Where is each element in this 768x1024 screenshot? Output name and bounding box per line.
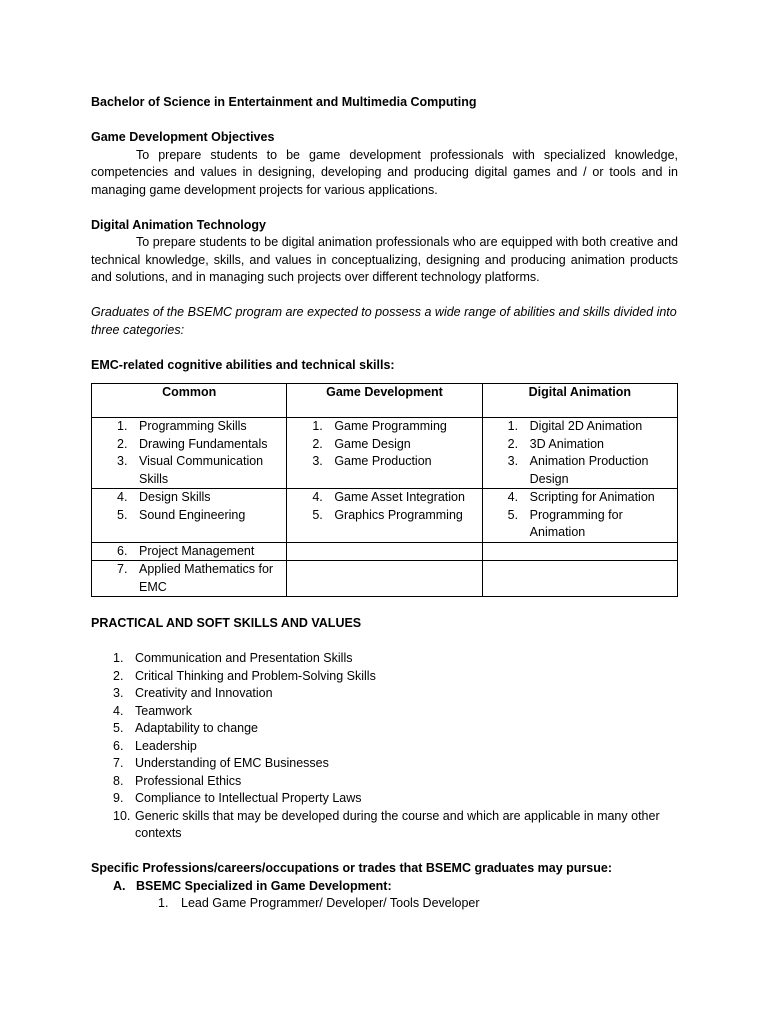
list-item-text: Understanding of EMC Businesses [135, 756, 329, 770]
list-marker: 4. [117, 490, 128, 504]
list-item-text: Creativity and Innovation [135, 686, 273, 700]
list-item [483, 507, 677, 542]
list-item [287, 453, 481, 471]
list-marker: 3. [507, 454, 519, 468]
table-cell [482, 489, 677, 543]
list-item-text: Teamwork [135, 703, 192, 718]
practical-heading: PRACTICAL AND SOFT SKILLS AND VALUES [91, 616, 362, 630]
column-header: Game Development [287, 384, 482, 418]
graduates-paragraph: Graduates of the BSEMC program are expected to possess a wide range of abilities and skills divided into three categories: [91, 305, 677, 337]
list-item-text: Programming Skills [139, 419, 247, 433]
list-item-text: Animation Production Design [529, 454, 649, 486]
column-header: Common [92, 384, 287, 418]
list-item [92, 561, 286, 596]
table-cell [287, 418, 482, 489]
list-item-text: Critical Thinking and Problem-Solving Skills [135, 668, 376, 683]
list-marker: 4. [312, 490, 323, 504]
table-cell [92, 418, 287, 489]
list-marker: 6. [117, 543, 128, 558]
list-item [287, 489, 481, 507]
list-item-text: Project Management [139, 543, 255, 558]
list-item-text: Game Design [334, 436, 411, 451]
table-row [92, 561, 678, 597]
list-item [483, 453, 677, 488]
list-marker: 5. [113, 721, 124, 735]
list-item-text: Leadership [135, 738, 197, 753]
emc-heading: EMC-related cognitive abilities and technical skills: [91, 357, 395, 372]
table-cell [287, 542, 482, 561]
careers-sub-a-item [91, 895, 678, 913]
table-row [92, 489, 678, 543]
skills-table [91, 383, 678, 597]
list-item [287, 507, 481, 525]
list-item [483, 436, 677, 454]
list-item [91, 703, 678, 721]
list-item-text: Digital 2D Animation [529, 419, 643, 433]
anim-paragraph: To prepare students to be digital animation professionals who are equipped with both creative and technical knowledge, skills, and values in conceptualizing, designing and producing animation products and solutions, and in managing such projects over different technology platforms. [91, 235, 678, 284]
careers-sub-a [91, 878, 678, 896]
table-cell [92, 489, 287, 543]
list-item [91, 808, 678, 843]
list-item [91, 773, 678, 791]
list-marker: 3. [113, 686, 124, 700]
list-item-text: Sound Engineering [139, 507, 246, 522]
list-item [91, 790, 678, 808]
list-marker: 2. [507, 436, 519, 451]
list-marker: 6. [113, 738, 124, 753]
list-marker: 1. [113, 651, 124, 665]
list-item [91, 668, 678, 686]
list-item-text: Applied Mathematics for EMC [139, 562, 274, 594]
list-item-text: Graphics Programming [334, 507, 463, 522]
table-row [92, 418, 678, 489]
list-marker: 2. [117, 436, 128, 451]
list-item-text: Generic skills that may be developed during the course and which are applicable in many other contexts [135, 808, 660, 840]
list-item-text: Game Asset Integration [334, 490, 465, 504]
list-marker: 7. [117, 562, 128, 576]
list-item-text: Lead Game Programmer/ Developer/ Tools Developer [181, 896, 480, 910]
list-item [92, 453, 286, 488]
list-item [92, 418, 286, 436]
list-marker: 2. [312, 436, 323, 451]
careers-heading: Specific Professions/careers/occupations or trades that BSEMC graduates may pursue: [91, 861, 612, 875]
anim-heading: Digital Animation Technology [91, 217, 266, 232]
list-marker: 1. [158, 896, 169, 910]
list-marker: 4. [507, 490, 519, 504]
table-cell [92, 561, 287, 597]
list-item-text: 3D Animation [529, 436, 605, 451]
list-item [91, 685, 678, 703]
table-cell [287, 561, 482, 597]
list-item-text: Visual Communication Skills [139, 454, 264, 486]
careers-sub-a-label: BSEMC Specialized in Game Development: [136, 878, 392, 893]
list-marker: A. [113, 878, 126, 893]
list-marker: 2. [113, 668, 124, 683]
list-marker: 3. [312, 454, 323, 468]
list-item [92, 543, 286, 561]
list-item [483, 418, 677, 436]
document-title: Bachelor of Science in Entertainment and Multimedia Computing [91, 95, 477, 109]
table-cell [482, 418, 677, 489]
list-marker: 1. [312, 419, 323, 433]
table-header-row [92, 384, 678, 418]
table-cell [287, 489, 482, 543]
list-marker: 9. [113, 791, 124, 805]
list-item [287, 418, 481, 436]
list-item [91, 755, 678, 773]
list-item [91, 650, 678, 668]
list-marker: 5. [117, 507, 128, 522]
list-item [92, 436, 286, 454]
list-item-text: Design Skills [139, 490, 211, 504]
practical-list [91, 650, 678, 843]
table-cell [482, 561, 677, 597]
list-item [91, 738, 678, 756]
list-marker: 4. [113, 703, 124, 718]
list-item-text: Professional Ethics [135, 773, 242, 788]
document-page [91, 94, 678, 913]
list-marker: 8. [113, 773, 124, 788]
list-item-text: Scripting for Animation [529, 490, 655, 504]
list-marker: 10. [113, 808, 131, 823]
list-marker: 1. [117, 419, 128, 433]
column-header: Digital Animation [482, 384, 677, 418]
table-cell [92, 542, 287, 561]
list-item-text: Compliance to Intellectual Property Laws [135, 791, 362, 805]
list-item-text: Drawing Fundamentals [139, 436, 268, 451]
list-item [287, 436, 481, 454]
list-item-text: Communication and Presentation Skills [135, 651, 353, 665]
table-row [92, 542, 678, 561]
list-marker: 7. [113, 756, 124, 770]
list-marker: 5. [507, 507, 519, 522]
list-item-text: Programming for Animation [529, 507, 623, 539]
list-item [483, 489, 677, 507]
list-item [92, 507, 286, 525]
list-marker: 3. [117, 454, 128, 468]
list-item-text: Game Production [334, 454, 432, 468]
list-item [92, 489, 286, 507]
table-cell [482, 542, 677, 561]
list-marker: 5. [312, 507, 323, 522]
list-marker: 1. [507, 419, 519, 433]
list-item-text: Adaptability to change [135, 721, 259, 735]
list-item [91, 720, 678, 738]
gamedev-heading: Game Development Objectives [91, 130, 275, 144]
gamedev-paragraph: To prepare students to be game development professionals with specialized knowledge, competencies and values in designing, developing and producing digital games and / or tools and in managing game development projects for various applications. [91, 147, 678, 197]
list-item-text: Game Programming [334, 419, 447, 433]
